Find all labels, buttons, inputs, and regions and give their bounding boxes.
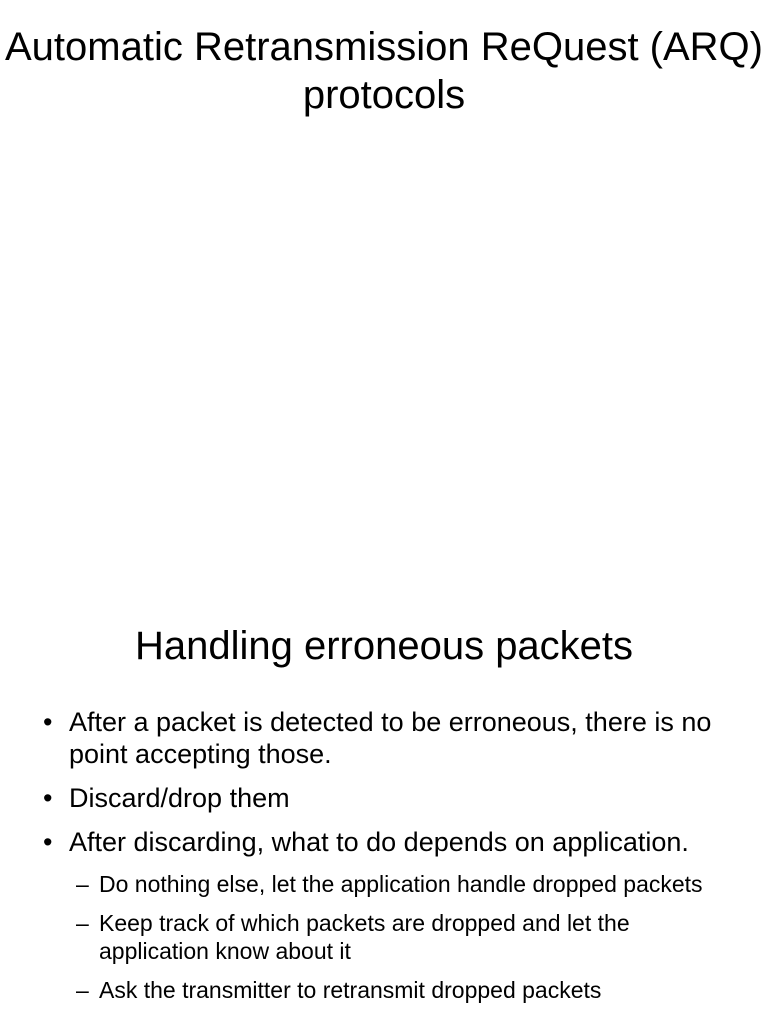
sub-bullet-item [0,976,768,1004]
sub-bullet-item [0,870,768,898]
bullet-text: After discarding, what to do depends on application. [69,827,689,857]
bullet-icon: • [43,783,53,813]
bullet-item [0,826,768,858]
bullet-icon: • [43,707,53,737]
sub-bullet-text: Do nothing else, let the application handle dropped packets [99,871,703,897]
sub-bullet-text: Keep track of which packets are dropped and let the application know about it [99,910,630,964]
bullet-text: After a packet is detected to be erroneous, there is no point accepting those. [69,707,712,769]
bullet-item [0,706,768,770]
slide-2-title: Handling erroneous packets [134,624,634,668]
bullet-item [0,782,768,814]
sub-bullet-list [0,870,768,1004]
bullet-text: Discard/drop them [69,783,290,813]
dash-icon: – [76,871,89,897]
bullet-icon: • [43,827,53,857]
dash-icon: – [76,977,89,1003]
sub-bullet-item [0,909,768,965]
sub-bullet-text: Ask the transmitter to retransmit dropped packets [99,977,602,1003]
slide-1-title: Automatic Retransmission ReQuest (ARQ) protocols [4,25,763,117]
dash-icon: – [76,910,89,936]
bullet-list [0,706,768,1015]
